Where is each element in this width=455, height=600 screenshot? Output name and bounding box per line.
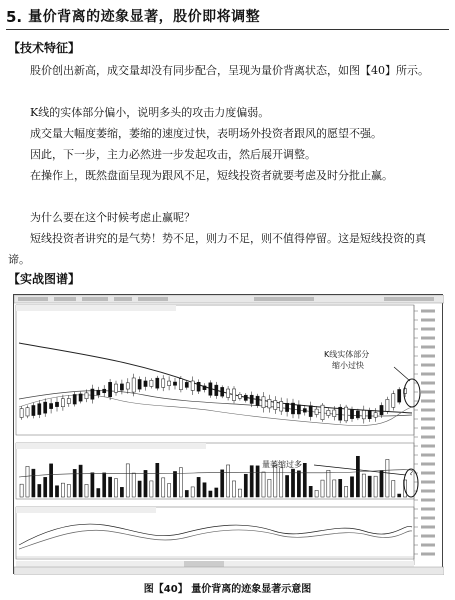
candle-body: [215, 385, 218, 395]
axis-tick-label: [421, 400, 435, 403]
volume-ma-line: [19, 470, 413, 477]
axis-tick-label: [421, 481, 435, 484]
candle-body: [20, 409, 23, 418]
candle-body: [44, 402, 47, 413]
candle-body: [61, 399, 64, 407]
axis-tick-label: [421, 418, 435, 421]
candle-body: [103, 389, 106, 393]
axis-tick-label: [421, 526, 435, 529]
volume-bar: [126, 464, 129, 497]
volume-bar: [386, 459, 389, 497]
annotation-vol-text: 量萎缩过多: [262, 460, 302, 469]
axis-tick-label: [421, 373, 435, 376]
figure-caption: 图【40】 量价背离的迹象显著示意图: [143, 584, 312, 595]
axis-tick-label: [421, 409, 435, 412]
volume-bar: [374, 476, 377, 497]
indicator-line-1: [19, 524, 412, 545]
axis-tick-label: [421, 472, 435, 475]
volume-bars: [20, 456, 407, 497]
axis-tick-label: [421, 355, 435, 358]
volume-bar: [32, 469, 35, 497]
candle-body: [339, 407, 342, 420]
candle-body: [79, 394, 82, 401]
candle-body: [114, 384, 117, 392]
volume-bar: [79, 465, 82, 497]
axis-tick-label: [421, 364, 435, 367]
volume-bar: [256, 466, 259, 497]
volume-bar: [280, 468, 283, 497]
volume-bar: [156, 463, 159, 497]
volume-bar: [362, 474, 365, 497]
volume-bar: [50, 464, 53, 497]
volume-bar: [350, 477, 353, 497]
volume-bar: [144, 470, 147, 497]
volume-bar: [97, 488, 100, 497]
candle-body: [374, 413, 377, 418]
candle-body: [138, 379, 141, 389]
candle-body: [238, 394, 241, 398]
candle-body: [109, 382, 112, 396]
volume-bar: [238, 489, 241, 497]
paragraph-4: 因此，下一步，主力必然进一步发起攻击，然后展开调整。: [30, 148, 316, 161]
volume-bar: [85, 484, 88, 497]
candle-body: [392, 394, 395, 408]
candle-body: [221, 387, 224, 396]
volume-bar: [132, 473, 135, 497]
candle-body: [73, 394, 76, 404]
axis-tick-label: [421, 490, 435, 493]
volume-bar: [356, 456, 359, 497]
candle-body: [362, 410, 365, 418]
volume-bar: [274, 465, 277, 497]
volume-bar: [345, 486, 348, 497]
volume-bar: [315, 490, 318, 497]
section-title: [6, 4, 449, 30]
candle-body: [191, 381, 194, 390]
candle-body: [38, 404, 41, 415]
candle-body: [286, 403, 289, 411]
volume-bar: [179, 468, 182, 497]
volume-bar: [339, 479, 342, 497]
volume-bar: [109, 477, 112, 497]
candle-body: [327, 410, 330, 415]
volume-bar: [333, 480, 336, 497]
candle-body: [398, 389, 401, 402]
volume-bar: [20, 484, 23, 497]
axis-tick-label: [421, 319, 435, 322]
candle-body: [297, 405, 300, 414]
candle-body: [126, 383, 129, 389]
candle-body: [55, 402, 58, 406]
volume-bar: [185, 490, 188, 497]
volume-bar: [38, 484, 41, 497]
candle-body: [350, 410, 353, 419]
candle-body: [256, 396, 259, 405]
axis-tick-label: [421, 463, 435, 466]
candle-body: [280, 401, 283, 411]
volume-bar: [286, 475, 289, 497]
volume-bar: [232, 481, 235, 497]
candle-body: [232, 389, 235, 401]
paragraph-3: 成交量大幅度萎缩，萎缩的速度过快，表明场外投资者跟风的愿望不强。: [30, 127, 382, 140]
axis-tick-label: [421, 544, 435, 547]
volume-bar: [168, 484, 171, 497]
candle-body: [209, 383, 212, 395]
candle-body: [197, 382, 200, 391]
heading-chart: 【实战图谱】: [8, 272, 81, 286]
volume-bar: [191, 487, 194, 497]
volume-bar: [114, 479, 117, 497]
candle-body: [26, 408, 29, 416]
candle-body: [250, 395, 253, 403]
volume-bar: [73, 469, 76, 497]
candle-body: [179, 379, 182, 390]
volume-bar: [250, 466, 253, 497]
volume-bar: [67, 484, 70, 497]
axis-tick-label: [421, 454, 435, 457]
volume-bar: [368, 476, 371, 497]
candle-body: [227, 389, 230, 397]
volume-bar: [55, 486, 58, 497]
volume-bar: [138, 481, 141, 497]
candle-body: [173, 382, 176, 385]
candle-body: [244, 395, 247, 400]
candle-body: [303, 409, 306, 413]
volume-bar: [327, 470, 330, 497]
axis-tick-label: [421, 427, 435, 430]
volume-bar: [303, 463, 306, 497]
volume-bar: [244, 474, 247, 497]
heading-technical-features: 【技术特征】: [8, 41, 81, 55]
volume-bar: [392, 481, 395, 497]
volume-bar: [61, 483, 64, 497]
volume-bar: [44, 477, 47, 497]
volume-bar: [91, 473, 94, 497]
stock-chart-figure: [13, 294, 443, 574]
volume-bar: [262, 472, 265, 497]
axis-tick-label: [421, 445, 435, 448]
axis-tick-label: [421, 499, 435, 502]
candle-body: [309, 406, 312, 417]
axis-tick-label: [421, 382, 435, 385]
candle-body: [162, 379, 165, 387]
candle-body: [50, 403, 53, 408]
volume-bar: [291, 469, 294, 497]
paragraph-2: K线的实体部分偏小，说明多头的攻击力度偏弱。: [30, 106, 270, 119]
axis-tick-label: [421, 328, 435, 331]
candle-body: [67, 398, 70, 403]
paragraph-1: 股价创出新高，成交量却没有同步配合，呈现为量价背离状态，如图【40】所示。: [30, 64, 429, 77]
right-axis-ticks: [414, 310, 435, 556]
paragraph-6: 为什么要在这个时候考虑止赢呢？: [30, 211, 195, 224]
volume-bar: [297, 471, 300, 497]
candle-body: [203, 386, 206, 390]
candle-body: [120, 384, 123, 390]
candle-body: [132, 378, 135, 392]
candle-body: [150, 380, 153, 386]
volume-bar: [162, 478, 165, 497]
volume-bar: [203, 483, 206, 497]
axis-tick-label: [421, 508, 435, 511]
axis-tick-label: [421, 310, 435, 313]
volume-bar: [215, 488, 218, 497]
annotation-k-line1: K线实体部分: [324, 350, 370, 359]
axis-tick-label: [421, 535, 435, 538]
axis-tick-label: [421, 346, 435, 349]
candle-body: [368, 411, 371, 419]
section-title-text: 量价背离的迹象显著，股价即将调整: [28, 9, 261, 25]
volume-bar: [26, 466, 29, 497]
candle-body: [268, 399, 271, 408]
volume-bar: [120, 487, 123, 497]
candle-body: [156, 378, 159, 388]
axis-tick-label: [421, 436, 435, 439]
candle-body: [97, 390, 100, 395]
candle-body: [168, 381, 171, 386]
candle-body: [185, 382, 188, 387]
candle-body: [333, 410, 336, 417]
volume-bar: [398, 494, 401, 497]
candle-body: [274, 401, 277, 410]
candle-body: [262, 397, 265, 408]
candle-body: [32, 405, 35, 415]
paragraph-5: 在操作上，既然盘面呈现为跟风不足，短线投资者就要考虑及时分批止赢。: [30, 169, 393, 182]
volume-bar: [227, 465, 230, 497]
volume-bar: [197, 477, 200, 497]
candle-body: [315, 409, 318, 414]
candle-body: [386, 399, 389, 411]
volume-bar: [209, 491, 212, 497]
volume-bar: [309, 486, 312, 497]
volume-bar: [103, 473, 106, 497]
volume-bar: [321, 480, 324, 497]
axis-tick-label: [421, 517, 435, 520]
paragraph-7: 短线投资者讲究的是气势！势不足，则力不足，则不值得停留。这是短线投资的真谛。: [8, 232, 426, 266]
annotation-k-line2: 缩小过快: [332, 361, 364, 370]
candlesticks: [20, 374, 407, 424]
candle-body: [291, 403, 294, 414]
candle-body: [91, 389, 94, 399]
candle-body: [345, 407, 348, 421]
volume-bar: [221, 470, 224, 497]
chart-svg: [14, 295, 444, 575]
volume-bar: [173, 471, 176, 497]
candle-body: [144, 381, 147, 387]
section-number: 5.: [6, 8, 23, 26]
indicator-line-2: [19, 530, 412, 549]
axis-tick-label: [421, 553, 435, 556]
candle-body: [356, 411, 359, 418]
candle-body: [321, 405, 324, 420]
volume-bar: [268, 479, 271, 497]
candle-body: [85, 393, 88, 399]
candle-body: [380, 405, 383, 414]
volume-bar: [150, 481, 153, 497]
axis-tick-label: [421, 337, 435, 340]
volume-bar: [380, 471, 383, 497]
axis-tick-label: [421, 391, 435, 394]
